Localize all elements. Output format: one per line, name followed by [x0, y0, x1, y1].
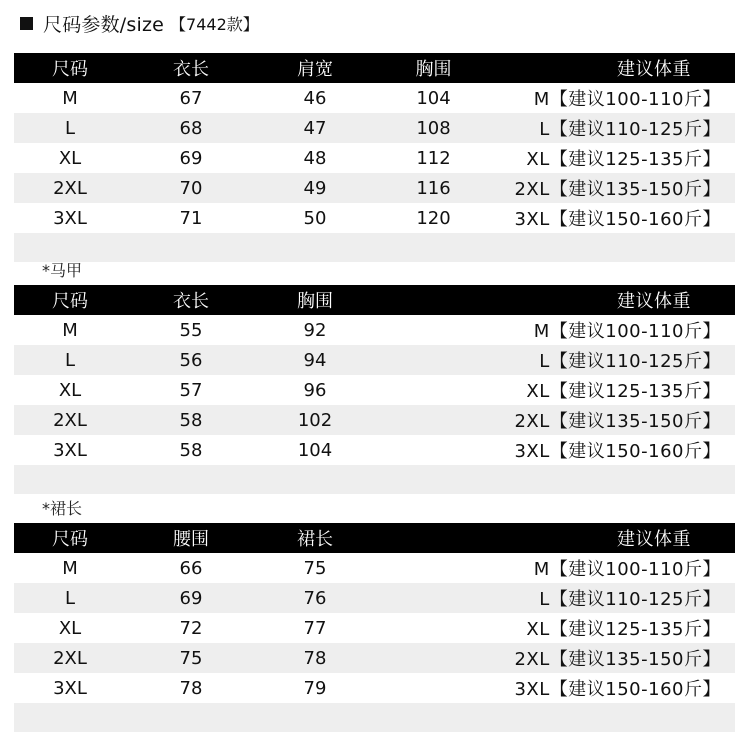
table-cell: 2XL [14, 173, 126, 203]
table-cell [374, 553, 493, 583]
table-cell: 50 [303, 207, 327, 229]
table-cell: 57 [179, 379, 203, 401]
table-cell: 3XL [53, 677, 87, 699]
col-header: 胸围 [256, 285, 374, 315]
table-cell: 92 [303, 319, 327, 341]
table-cell: XL【建议125-135斤】 [526, 381, 721, 402]
table-cell: 94 [256, 345, 374, 375]
table-cell: M [62, 557, 78, 579]
table-cell: 48 [303, 147, 327, 169]
table-cell: 77 [303, 617, 327, 639]
table-cell: 3XL【建议150-160斤】 [514, 441, 721, 462]
table-cell: M【建议100-110斤】 [533, 89, 721, 110]
table-cell: 108 [374, 113, 493, 143]
table-cell: 112 [416, 147, 451, 169]
table-cell: 72 [179, 617, 203, 639]
table-cell: L【建议110-125斤】 [493, 583, 735, 613]
table-cell: 66 [179, 557, 203, 579]
table-header-row [14, 53, 735, 83]
table-cell: 102 [256, 405, 374, 435]
table-cell: M【建议100-110斤】 [533, 559, 721, 580]
table-spacer-row [14, 703, 735, 732]
table-cell: 58 [126, 405, 256, 435]
col-header: 胸围 [374, 53, 493, 83]
table-cell: L [14, 583, 126, 613]
col-header [374, 523, 493, 553]
title-square-icon [20, 17, 33, 30]
table-cell: 2XL【建议135-150斤】 [493, 405, 735, 435]
section-label-skirt: *裙长 [42, 499, 83, 518]
col-header: 建议体重 [493, 53, 735, 83]
table-cell: XL【建议125-135斤】 [526, 149, 721, 170]
table-row [14, 173, 735, 203]
table-cell: 70 [126, 173, 256, 203]
table-row [14, 553, 735, 583]
table-row [14, 315, 735, 345]
table-cell: 3XL【建议150-160斤】 [514, 209, 721, 230]
table-cell: L [14, 113, 126, 143]
table-cell: 116 [374, 173, 493, 203]
col-header: 裙长 [256, 523, 374, 553]
table-cell: 78 [256, 643, 374, 673]
table-cell: 2XL【建议135-150斤】 [493, 643, 735, 673]
table-cell: 78 [179, 677, 203, 699]
table-cell: 2XL [14, 405, 126, 435]
col-header: 尺码 [14, 53, 126, 83]
col-header [374, 285, 493, 315]
table-cell [374, 375, 493, 405]
table-cell [374, 673, 493, 703]
table-cell: XL [58, 147, 82, 169]
table-cell: L【建议110-125斤】 [493, 345, 735, 375]
table-cell [374, 435, 493, 465]
col-header: 肩宽 [256, 53, 374, 83]
size-table-skirt [14, 523, 735, 732]
table-row [14, 143, 735, 173]
table-cell [374, 613, 493, 643]
table-cell: 104 [416, 87, 451, 109]
table-cell: 69 [179, 147, 203, 169]
table-cell: 2XL【建议135-150斤】 [493, 173, 735, 203]
size-table-top [14, 53, 735, 262]
table-cell: 3XL【建议150-160斤】 [514, 679, 721, 700]
table-cell [374, 315, 493, 345]
col-header: 尺码 [14, 523, 126, 553]
table-cell: 3XL [53, 207, 87, 229]
table-spacer-row [14, 233, 735, 262]
table-cell: 47 [256, 113, 374, 143]
table-cell: M [62, 87, 78, 109]
table-cell: 71 [179, 207, 203, 229]
table-cell: 55 [179, 319, 203, 341]
section-label-vest: *马甲 [42, 261, 83, 280]
table-cell: 69 [126, 583, 256, 613]
table-row [14, 435, 735, 465]
table-row [14, 83, 735, 113]
table-cell: 104 [297, 439, 333, 461]
col-header: 尺码 [14, 285, 126, 315]
table-cell: 67 [179, 87, 203, 109]
col-header: 衣长 [126, 53, 256, 83]
col-header: 建议体重 [493, 285, 735, 315]
table-cell: XL【建议125-135斤】 [526, 619, 721, 640]
table-cell: 68 [126, 113, 256, 143]
table-cell: XL [58, 617, 82, 639]
table-cell: 49 [256, 173, 374, 203]
table-row [14, 345, 735, 375]
col-header: 建议体重 [493, 523, 735, 553]
table-cell: 58 [179, 439, 203, 461]
table-header-row [14, 523, 735, 553]
table-row [14, 113, 735, 143]
table-cell: L【建议110-125斤】 [493, 113, 735, 143]
table-row [14, 405, 735, 435]
table-cell: 120 [416, 207, 451, 229]
table-cell: M【建议100-110斤】 [533, 321, 721, 342]
table-cell: M [62, 319, 78, 341]
table-cell: 46 [303, 87, 327, 109]
table-row [14, 673, 735, 703]
table-cell [374, 345, 493, 375]
page-header [20, 8, 259, 38]
col-header: 腰围 [126, 523, 256, 553]
size-table-vest [14, 285, 735, 494]
table-cell: 56 [126, 345, 256, 375]
table-cell: 75 [126, 643, 256, 673]
table-cell: 96 [303, 379, 327, 401]
table-cell: 79 [303, 677, 327, 699]
table-row [14, 643, 735, 673]
table-header-row [14, 285, 735, 315]
page-subtitle: 【7442款】 [170, 14, 259, 34]
table-cell: L [14, 345, 126, 375]
table-row [14, 375, 735, 405]
table-cell: 76 [256, 583, 374, 613]
table-cell: 2XL [14, 643, 126, 673]
table-cell: XL [58, 379, 82, 401]
table-cell [374, 405, 493, 435]
table-cell [374, 643, 493, 673]
table-cell: 3XL [53, 439, 87, 461]
table-cell [374, 583, 493, 613]
table-row [14, 583, 735, 613]
table-spacer-row [14, 465, 735, 494]
table-row [14, 203, 735, 233]
table-row [14, 613, 735, 643]
table-cell: 75 [303, 557, 327, 579]
col-header: 衣长 [126, 285, 256, 315]
page-title: 尺码参数/size [43, 13, 165, 36]
